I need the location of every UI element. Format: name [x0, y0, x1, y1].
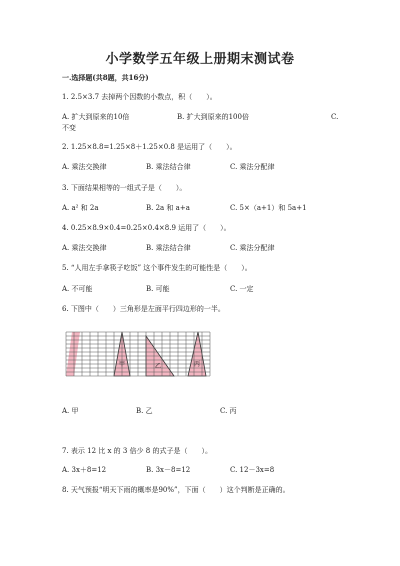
question-1-stem: 1. 2.5×3.7 去掉两个因数的小数点，积（ ）。 — [62, 93, 217, 101]
question-3-option-a: A. a² 和 2a — [62, 204, 99, 212]
question-3-option-b: B. 2a 和 a+a — [146, 204, 190, 212]
question-4-option-a: A. 乘法交换律 — [62, 244, 107, 252]
question-5-option-c: C. 一定 — [230, 285, 254, 293]
question-1-option-c: C. — [331, 113, 339, 121]
question-5-option-a: A. 不可能 — [62, 285, 93, 293]
triangle-bing — [188, 332, 206, 376]
question-5-stem: 5. “人用左手拿筷子吃饭” 这个事件发生的可能性是（ ）。 — [62, 264, 252, 272]
question-2-stem: 2. 1.25×8.8=1.25×8＋1.25×0.8 是运用了（ ）。 — [62, 143, 237, 151]
label-jia: 甲 — [119, 361, 126, 368]
parallelogram-shape — [66, 332, 80, 376]
question-2-option-c: C. 乘法分配律 — [230, 163, 275, 171]
question-6-option-b: B. 乙 — [136, 407, 153, 415]
label-yi: 乙 — [155, 363, 162, 370]
question-4-option-b: B. 乘法结合律 — [146, 244, 191, 252]
question-1-option-c-wrap: 不变 — [62, 124, 76, 132]
question-7-option-c: C. 12－3x=8 — [230, 466, 275, 474]
question-2-option-b: B. 乘法结合律 — [146, 163, 191, 171]
question-6-option-c: C. 丙 — [220, 407, 237, 415]
label-bing: 丙 — [194, 361, 201, 368]
question-3-stem: 3. 下面结果相等的一组式子是（ ）。 — [62, 184, 187, 192]
question-1-option-b: B. 扩大到原来的100倍 — [177, 113, 249, 121]
question-7-option-b: B. 3x－8=12 — [146, 466, 191, 474]
page-title: 小学数学五年级上册期末测试卷 — [105, 52, 295, 67]
question-8-stem: 8. 天气预报“明天下雨的概率是90%”，下面（ ）这个判断是正确的。 — [62, 486, 290, 494]
question-4-option-c: C. 乘法分配律 — [230, 244, 275, 252]
question-7-stem: 7. 表示 12 比 x 的 3 倍少 8 的式子是（ ）。 — [62, 447, 212, 455]
grid-figure — [62, 328, 212, 380]
question-4-stem: 4. 0.25×8.9×0.4=0.25×0.4×8.9 运用了（ ）。 — [62, 224, 231, 232]
question-3-option-c: C. 5×（a+1）和 5a+1 — [230, 204, 307, 212]
question-6-option-a: A. 甲 — [62, 407, 79, 415]
question-5-option-b: B. 可能 — [146, 285, 170, 293]
question-1-option-a: A. 扩大到原来的10倍 — [62, 113, 130, 121]
question-6-stem: 6. 下图中（ ）三角形是左面平行四边形的一半。 — [62, 305, 225, 313]
question-7-option-a: A. 3x＋8=12 — [62, 466, 107, 474]
question-2-option-a: A. 乘法交换律 — [62, 163, 107, 171]
section-heading: 一.选择题(共8题，共16分) — [62, 73, 149, 82]
